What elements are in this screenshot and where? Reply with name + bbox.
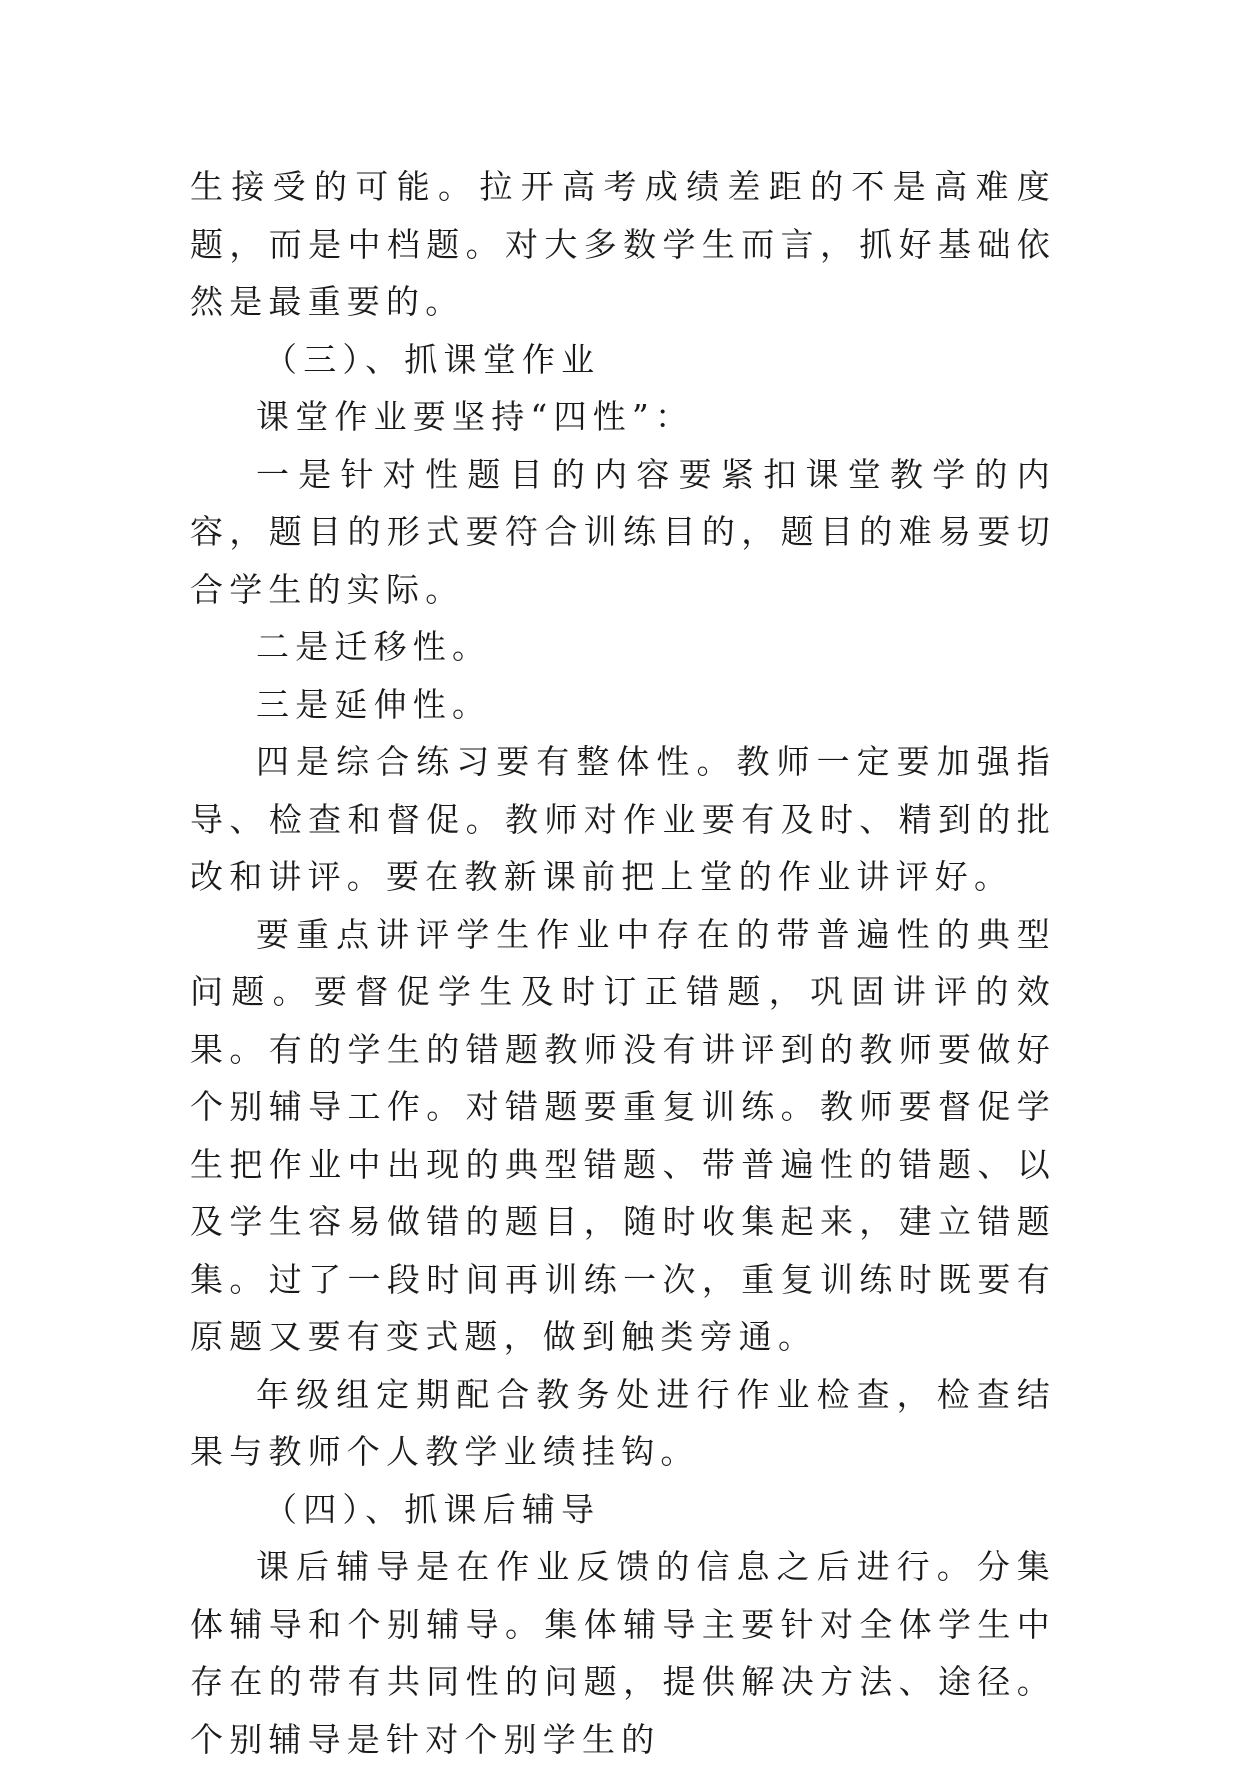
paragraph-homework-check: 年级组定期配合教务处进行作业检查，检查结果与教师个人教学业绩挂钩。 [190,1374,1056,1471]
paragraph-error-review: 要重点讲评学生作业中存在的带普遍性的典型问题。要督促学生及时订正错题，巩固讲评的效果。有的学生的错题教师没有讲评到的教师要做好个别辅导工作。对错题要重复训练。教师要督促学生把作业中出现的典型错题、带普遍性的错题、以及学生容易做错的题目，随时收集起来，建立错题集。过了一段时间再训练一次，重复训练时既要有原题又要有变式题，做到触类旁通。 [190,914,1056,1356]
paragraph-property-2: 二是迁移性。 [256,627,492,666]
paragraph-property-4: 四是综合练习要有整体性。教师一定要加强指导、检查和督促。教师对作业要有及时、精到的批改和讲评。要在教新课前把上堂的作业讲评好。 [190,742,1056,896]
paragraph-property-1: 一是针对性题目的内容要紧扣课堂教学的内容，题目的形式要符合训练目的，题目的难易要切合学生的实际。 [190,454,1056,609]
section-heading-3: （三）、抓课堂作业 [264,339,601,379]
paragraph-tutoring: 课后辅导是在作业反馈的信息之后进行。分集体辅导和个别辅导。集体辅导主要针对全体学生中存在的带有共同性的问题，提供解决方法、途径。个别辅导是针对个别学生的 [190,1547,1056,1759]
paragraph-property-3: 三是延伸性。 [256,684,492,724]
document-body [190,158,1056,1768]
paragraph-four-properties: 课堂作业要坚持“四性”： [256,397,695,436]
paragraph-continuation: 生接受的可能。拉开高考成绩差距的不是高难度题，而是中档题。对大多数学生而言，抓好基础依然是最重要的。 [190,167,1056,321]
section-heading-4: （四）、抓课后辅导 [264,1489,601,1529]
